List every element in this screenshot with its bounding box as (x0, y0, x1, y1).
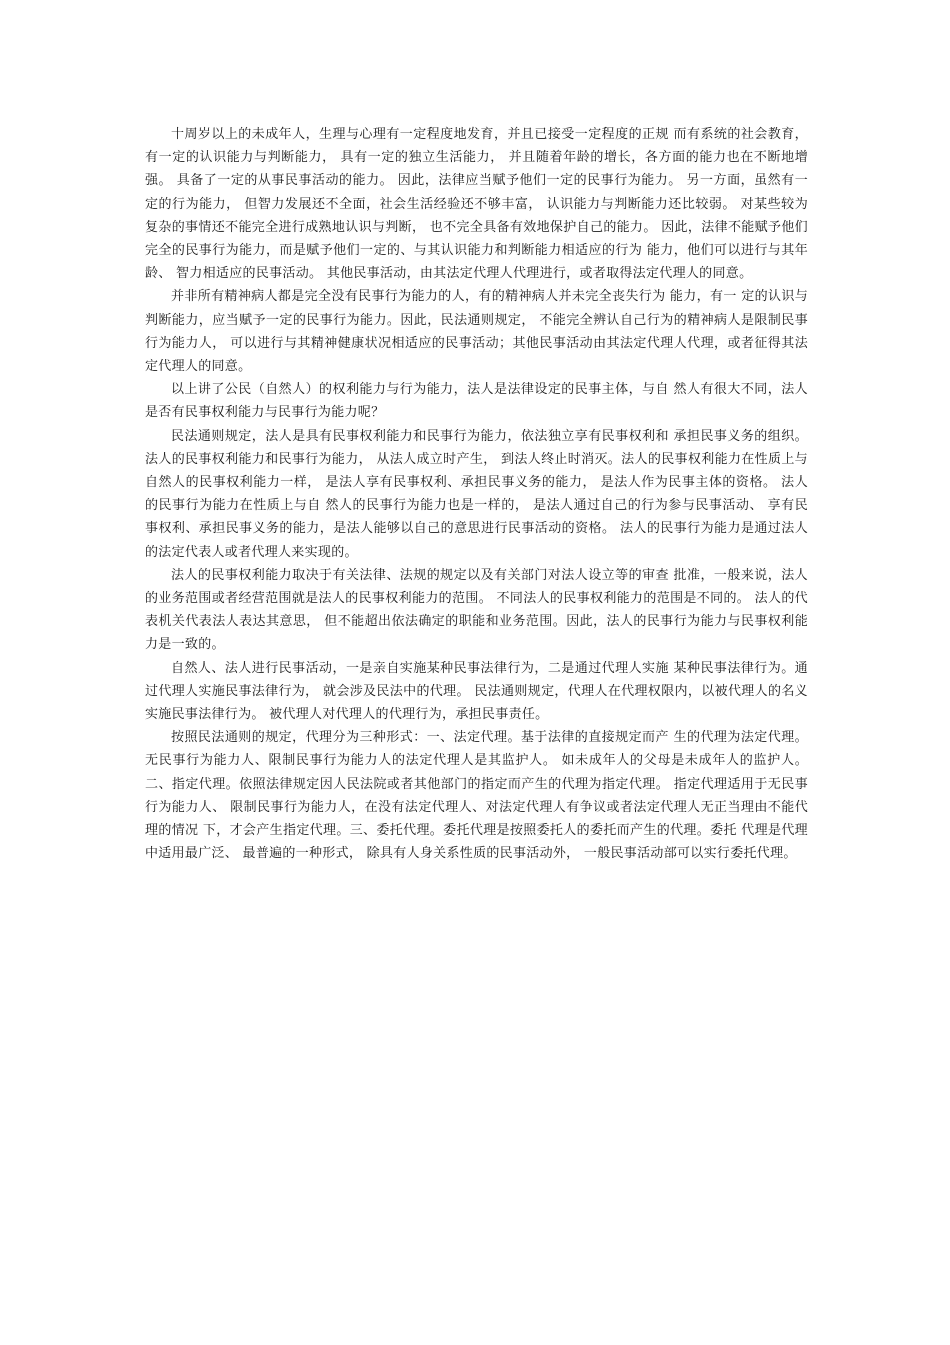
document-body (145, 123, 808, 866)
paragraph-agency-forms: 按照民法通则的规定，代理分为三种形式：一、法定代理。基于法律的直接规定而产 生的代理为法定代理。无民事行为能力人、限制民事行为能力人的法定代理人是其监护人。 如未成年人的父母是未成年人的监护人。 二、指定代理。依照法律规定因人民法院或者其他部门的指定而产生的代理为指定代理。 指定代理适用于无民事行为能力人、 限制民事行为能力人，在没有法定代理人、对法定代理人有争议或者法定代理人无正当理由不能代理的情况 下，才会产生指定代理。三、委托代理。委托代理是按照委托人的委托而产生的代理。委托 代理是代理中适用最广泛、 最普遍的一种形式， 除具有人身关系性质的民事活动外， 一般民事活动部可以实行委托代理。 (145, 730, 808, 862)
paragraph-legal-person-question: 以上讲了公民（自然人）的权利能力与行为能力，法人是法律设定的民事主体，与自 然人有很大不同，法人是否有民事权利能力与民事行为能力呢？ (145, 382, 808, 421)
paragraph-agency: 自然人、法人进行民事活动，一是亲自实施某种民事法律行为，二是通过代理人实施 某种民事法律行为。通过代理人实施民事法律行为， 就会涉及民法中的代理。 民法通则规定，代理人在代理权限内，以被代理人的名义实施民事法律行为。 被代理人对代理人的代理行为，承担民事责任。 (145, 660, 808, 723)
paragraph-capacity-scope: 法人的民事权利能力取决于有关法律、法规的规定以及有关部门对法人设立等的审查 批准，一般来说，法人的业务范围或者经营范围就是法人的民事权利能力的范围。 不同法人的民事权利能力的范围是不同的。 法人的代表机关代表法人表达其意思， 但不能超出依法确定的职能和业务范围。因此，法人的民事行为能力与民事权利能力是一致的。 (145, 567, 808, 653)
paragraph-minor-capacity: 十周岁以上的未成年人，生理与心理有一定程度地发育，并且已接受一定程度的正规 而有系统的社会教育， 有一定的认识能力与判断能力， 具有一定的独立生活能力， 并且随着年龄的增长，各方面的能力也在不断地增强。 具备了一定的从事民事活动的能力。 因此，法律应当赋予他们一定的民事行为能力。 另一方面，虽然有一定的行为能力， 但智力发展还不全面，社会生活经验还不够丰富， 认识能力与判断能力还比较弱。 对某些较为复杂的事情还不能完全进行成熟地认识与判断， 也不完全具备有效地保护自己的能力。 因此，法律不能赋予他们完全的民事行为能力，而是赋予他们一定的、与其认识能力和判断能力相适应的行为 能力，他们可以进行与其年龄、 智力相适应的民事活动。 其他民事活动，由其法定代理人代理进行，或者取得法定代理人的同意。 (145, 127, 808, 282)
paragraph-legal-person-capacity: 民法通则规定，法人是具有民事权利能力和民事行为能力，依法独立享有民事权利和 承担民事义务的组织。 法人的民事权利能力和民事行为能力， 从法人成立时产生， 到法人终止时消灭。法人的民事权利能力在性质上与自然人的民事权利能力一样， 是法人享有民事权利、承担民事义务的能力， 是法人作为民事主体的资格。 法人的民事行为能力在性质上与自 然人的民事行为能力也是一样的， 是法人通过自己的行为参与民事活动、 享有民事权利、承担民事义务的能力，是法人能够以自己的意思进行民事活动的资格。 法人的民事行为能力是通过法人的法定代表人或者代理人来实现的。 (145, 428, 808, 560)
paragraph-mental-illness: 并非所有精神病人都是完全没有民事行为能力的人，有的精神病人并未完全丧失行为 能力，有一 定的认识与判断能力，应当赋予一定的民事行为能力。因此，民法通则规定， 不能完全辨认自己行为的精神病人是限制民事行为能力人， 可以进行与其精神健康状况相适应的民事活动；其他民事活动由其法定代理人代理，或者征得其法定代理人的同意。 (145, 289, 808, 375)
